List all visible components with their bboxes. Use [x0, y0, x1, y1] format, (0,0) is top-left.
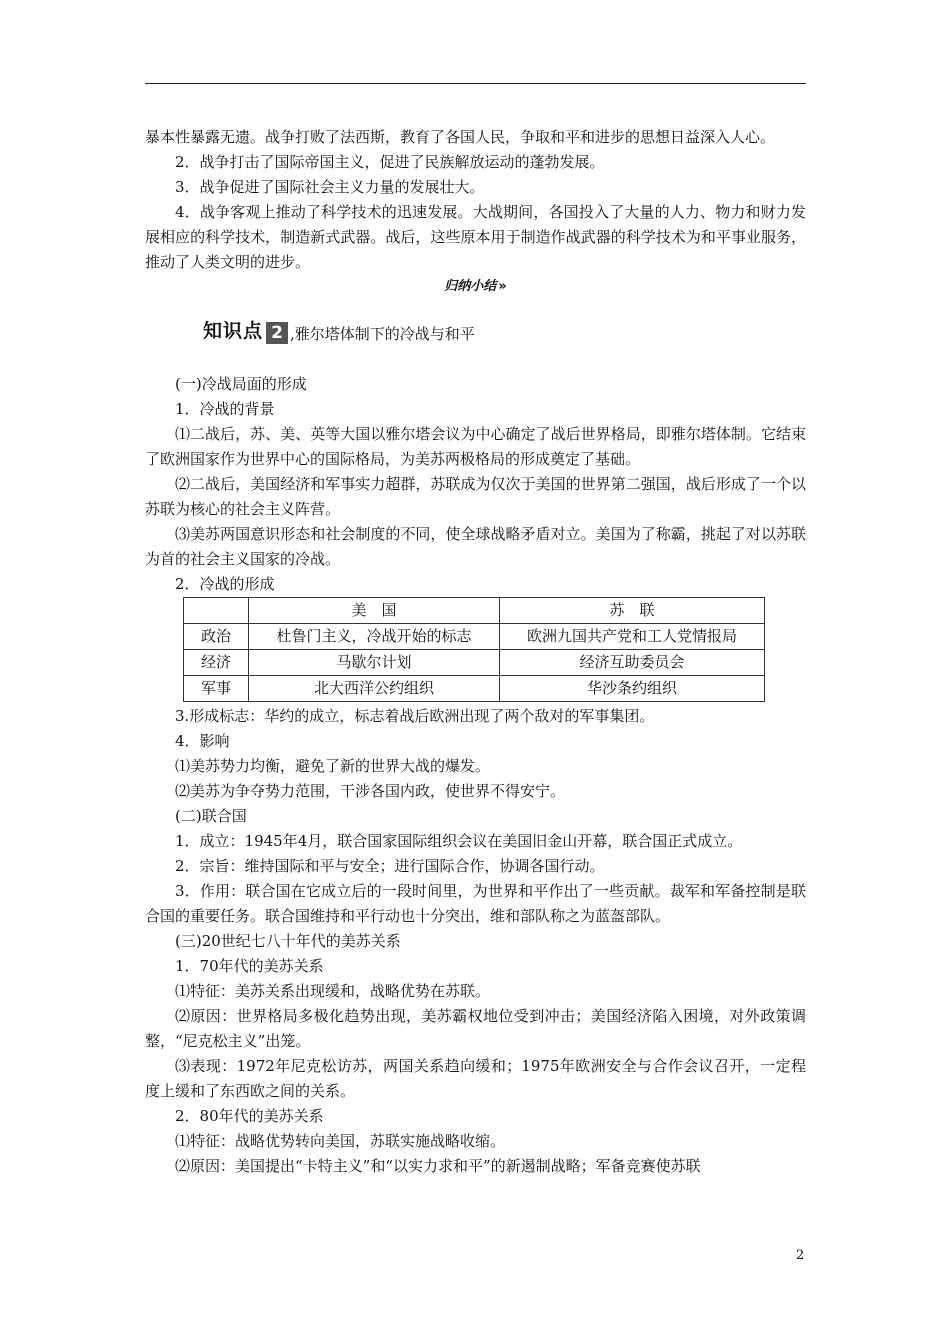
70s-reason: ⑵原因：世界格局多极化趋势出现，美苏霸权地位受到冲击；美国经济陷入困境，对外政策调整，“尼克松主义”出笼。	[145, 1007, 806, 1050]
section-heading-un: (二)联合国	[175, 807, 247, 825]
formation-marker: 3.形成标志：华约的成立，标志着战后欧洲出现了两个敌对的军事集团。	[175, 707, 655, 725]
80s-feature: ⑴特征：战略优势转向美国，苏联实施战略收缩。	[175, 1132, 506, 1150]
background-point-1: ⑴二战后，苏、美、英等大国以雅尔塔会议为中心确定了战后世界格局，即雅尔塔体制。它结束了欧洲国家作为世界中心的国际格局，为美苏两极格局的形成奠定了基础。	[145, 425, 806, 468]
un-role: 3．作用：联合国在它成立后的一段时间里，为世界和平作出了一些贡献。裁军和军备控制是联合国的重要任务。联合国维持和平行动也十分突出，维和部队称之为蓝盔部队。	[145, 882, 806, 925]
table-cell: 北大西洋公约组织	[249, 676, 500, 702]
subheading-background: 1．冷战的背景	[175, 400, 275, 418]
table-cell: 政治	[184, 624, 249, 650]
table-row	[184, 650, 765, 676]
double-chevron-icon: »	[498, 279, 507, 294]
background-point-3: ⑶美苏两国意识形态和社会制度的不同，使全球战略矛盾对立。美国为了称霸，挑起了对以苏联为首的社会主义国家的冷战。	[145, 525, 806, 568]
70s-feature: ⑴特征：美苏关系出现缓和，战略优势在苏联。	[175, 982, 491, 1000]
table-cell: 华沙条约组织	[500, 676, 765, 702]
cold-war-comparison-table	[183, 597, 765, 702]
70s-manifestation: ⑶表现：1972年尼克松访苏，两国关系趋向缓和；1975年欧洲安全与合作会议召开，一定程度上缓和了东西欧之间的关系。	[145, 1057, 806, 1100]
impact-point-1: ⑴美苏势力均衡，避免了新的世界大战的爆发。	[175, 757, 491, 775]
page-number: 2	[796, 1248, 805, 1263]
impact-point-2: ⑵美苏为争夺势力范围，干涉各国内政，使世界不得安宁。	[175, 782, 566, 800]
table-cell: 欧洲九国共产党和工人党情报局	[500, 624, 765, 650]
intro-paragraph-2: 2．战争打击了国际帝国主义，促进了民族解放运动的蓬勃发展。	[175, 153, 605, 171]
knowledge-point-label: 知识点	[203, 320, 264, 342]
knowledge-point-number-badge: 2	[266, 322, 288, 344]
knowledge-point-title: ,雅尔塔体制下的冷战与和平	[290, 325, 475, 343]
knowledge-point-heading	[203, 316, 806, 344]
table-cell: 杜鲁门主义，冷战开始的标志	[249, 624, 500, 650]
table-row	[184, 676, 765, 702]
table-cell: 经济互助委员会	[500, 650, 765, 676]
80s-reason: ⑵原因：美国提出“卡特主义”和“以实力求和平”的新遏制战略；军备竞赛使苏联	[175, 1157, 701, 1175]
knowledge-point-title-text: 雅尔塔体制下的冷战与和平	[294, 325, 475, 343]
un-purpose: 2．宗旨：维持国际和平与安全；进行国际合作，协调各国行动。	[175, 857, 605, 875]
page-body	[145, 125, 806, 1179]
table-header-cell	[184, 598, 249, 624]
section-heading-cold-war: (一)冷战局面的形成	[175, 375, 307, 393]
table-cell: 军事	[184, 676, 249, 702]
table-cell: 经济	[184, 650, 249, 676]
intro-paragraph-1: 暴本性暴露无遗。战争打败了法西斯，教育了各国人民，争取和平和进步的思想日益深入人心。	[145, 128, 776, 146]
subheading-70s: 1．70年代的美苏关系	[175, 957, 324, 975]
summary-label: 归纳小结	[444, 279, 497, 294]
intro-paragraph-4: 4．战争客观上推动了科学技术的迅速发展。大战期间，各国投入了大量的人力、物力和财力发展相应的科学技术，制造新式武器。战后，这些原本用于制造作战武器的科学技术为和平事业服务，推动了人类文明的进步。	[145, 203, 806, 271]
intro-paragraph-3: 3．战争促进了国际社会主义力量的发展壮大。	[175, 178, 485, 196]
background-point-2: ⑵二战后，美国经济和军事实力超群，苏联成为仅次于美国的世界第二强国，战后形成了一个以苏联为核心的社会主义阵营。	[145, 475, 806, 518]
table-cell: 马歇尔计划	[249, 650, 500, 676]
subheading-impact: 4．影响	[175, 732, 230, 750]
subheading-80s: 2．80年代的美苏关系	[175, 1107, 324, 1125]
table-header-row	[184, 598, 765, 624]
table-header-cell: 苏 联	[500, 598, 765, 624]
un-establishment: 1．成立：1945年4月，联合国家国际组织会议在美国旧金山开幕，联合国正式成立。	[175, 832, 743, 850]
section-heading-us-soviet: (三)20世纪七八十年代的美苏关系	[175, 932, 401, 950]
header-rule	[145, 83, 806, 84]
subheading-formation: 2．冷战的形成	[175, 575, 275, 593]
summary-heading	[145, 276, 806, 298]
table-header-cell: 美 国	[249, 598, 500, 624]
table-row	[184, 624, 765, 650]
